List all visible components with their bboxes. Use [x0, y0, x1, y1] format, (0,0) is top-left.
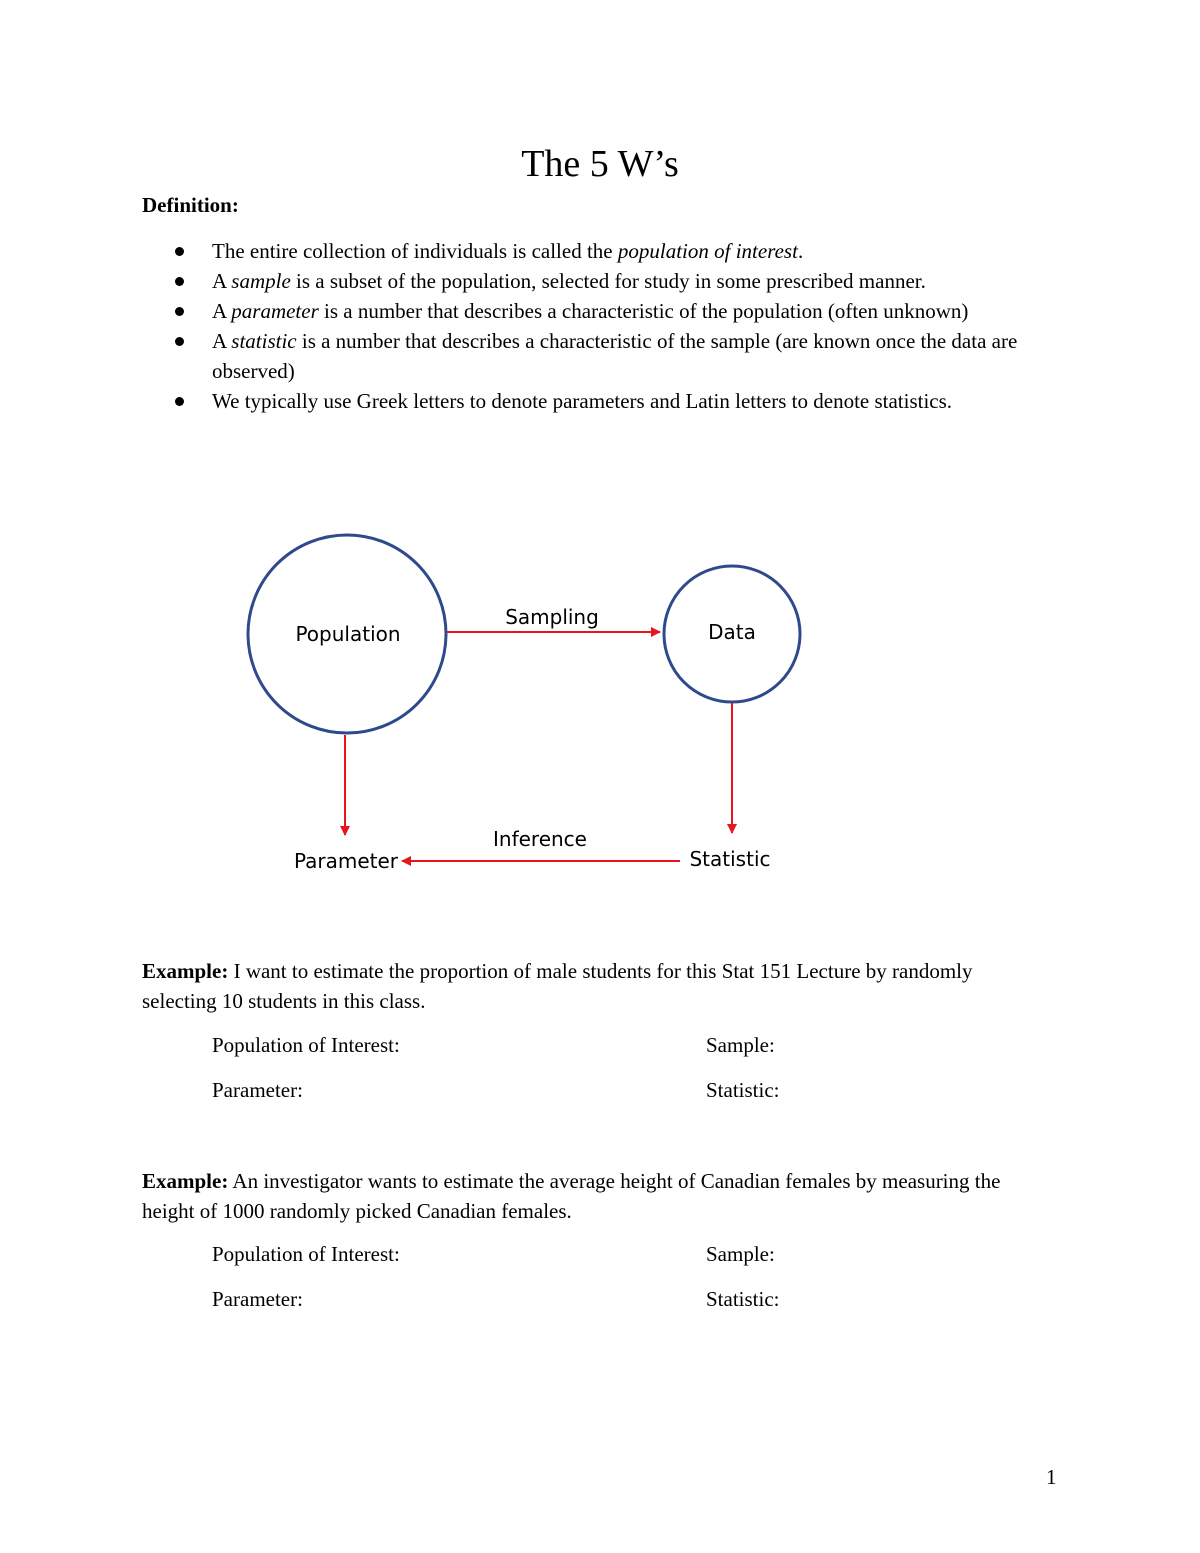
population-of-interest-label: Population of Interest:	[212, 1033, 400, 1057]
parameter-field-label: Parameter:	[212, 1287, 303, 1311]
example-paragraph	[142, 1166, 1042, 1226]
population-of-interest-label: Population of Interest:	[212, 1242, 400, 1266]
bullet-icon	[175, 337, 184, 346]
definition-item	[142, 326, 1062, 386]
parameter-label: Parameter	[293, 849, 399, 873]
bullet-icon	[175, 277, 184, 286]
definition-text: is a subset of the population, selected for study in some prescribed manner.	[290, 269, 926, 293]
definition-list	[142, 236, 1062, 416]
definition-text: The entire collection of individuals is called the	[212, 239, 618, 263]
example-label: Example:	[142, 959, 229, 983]
sample-label: Sample:	[706, 1033, 775, 1057]
definition-heading: Definition:	[142, 193, 239, 217]
definition-term: statistic	[231, 329, 297, 353]
population-label: Population	[295, 622, 401, 646]
definition-text: A	[212, 299, 232, 323]
example-paragraph	[142, 956, 1042, 1016]
definition-term: parameter	[231, 299, 319, 323]
definition-item	[142, 236, 1062, 266]
parameter-field-label: Parameter:	[212, 1078, 303, 1102]
example-text: I want to estimate the proportion of male students for this Stat 151 Lecture by randomly selecting 10 students in this class.	[142, 959, 973, 1013]
definition-text: is a number that describes a characteristic of the sample (are known once the data are observed)	[212, 329, 1018, 383]
definition-text: A	[212, 269, 232, 293]
statistic-label: Statistic	[689, 847, 771, 871]
definition-term: population of interest	[617, 239, 798, 263]
definition-item	[142, 266, 1062, 296]
inference-label: Inference	[493, 827, 587, 851]
page-number: 1	[1046, 1465, 1057, 1489]
example-text: An investigator wants to estimate the average height of Canadian females by measuring the height of 1000 randomly picked Canadian females.	[142, 1169, 1001, 1223]
definition-text: .	[797, 239, 804, 263]
bullet-icon	[175, 307, 184, 316]
statistic-field-label: Statistic:	[706, 1078, 780, 1102]
definition-item	[142, 386, 1062, 416]
statistic-field-label: Statistic:	[706, 1287, 780, 1311]
bullet-icon	[175, 397, 184, 406]
sample-label: Sample:	[706, 1242, 775, 1266]
definition-text: is a number that describes a characteristic of the population (often unknown)	[318, 299, 969, 323]
definition-text: We typically use Greek letters to denote parameters and Latin letters to denote statistics.	[212, 389, 953, 413]
example-label: Example:	[142, 1169, 229, 1193]
sampling-label: Sampling	[505, 605, 599, 629]
page-title: The 5 W’s	[521, 143, 679, 185]
definition-term: sample	[231, 269, 291, 293]
bullet-icon	[175, 247, 184, 256]
definition-text: A	[212, 329, 232, 353]
data-label: Data	[708, 620, 756, 644]
sampling-inference-diagram	[0, 520, 1200, 900]
definition-item	[142, 296, 1062, 326]
